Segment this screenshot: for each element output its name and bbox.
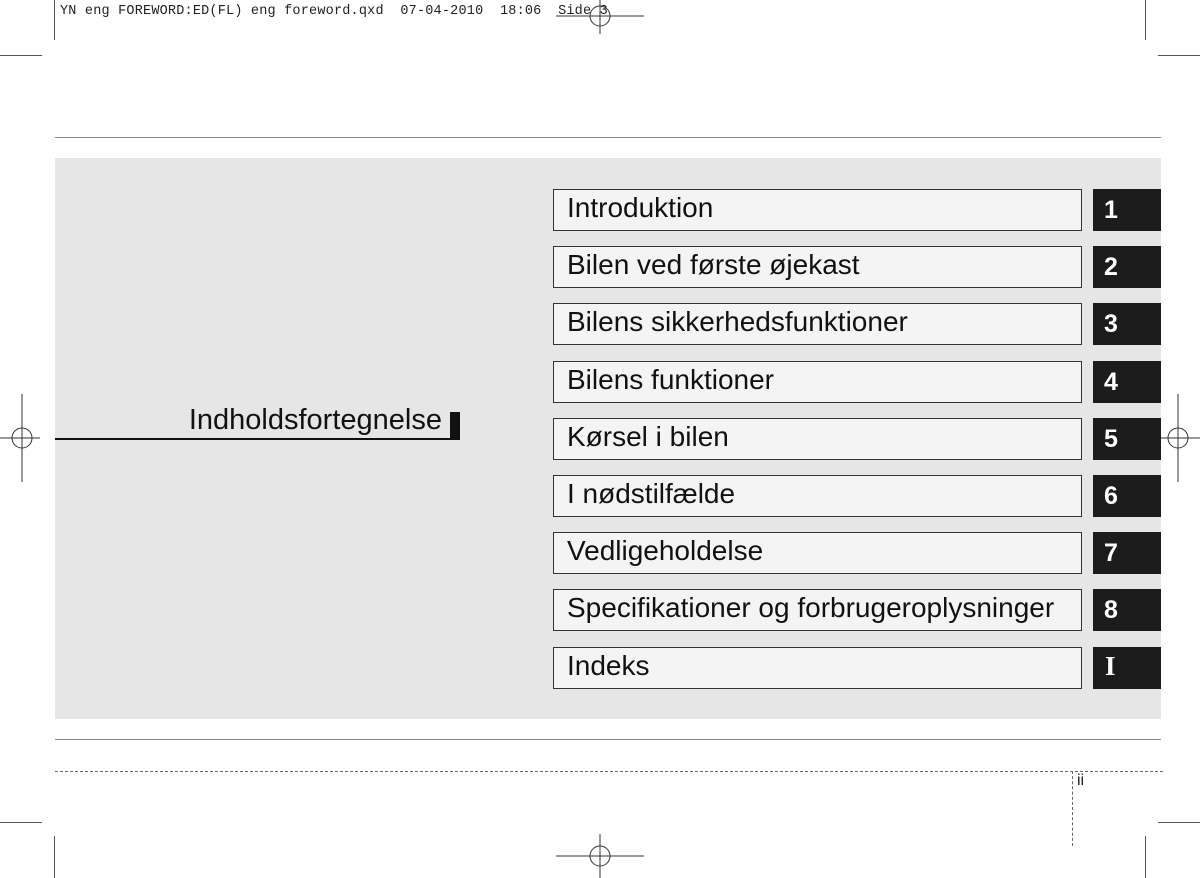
chapter-tab[interactable]: [1093, 589, 1161, 631]
toc-item-i-nodstilfaelde[interactable]: [553, 475, 1161, 517]
chapter-tab[interactable]: [1093, 189, 1161, 231]
page-number: ii: [1077, 772, 1085, 789]
toc-item-label: Specifikationer og forbrugeroplysninger: [567, 592, 1055, 624]
toc-item-box: [553, 589, 1082, 631]
toc-item-label: Vedligeholdelse: [567, 535, 764, 567]
toc-item-label: Kørsel i bilen: [567, 420, 729, 452]
chapter-number: I: [1105, 650, 1116, 681]
toc-item-box: [553, 303, 1082, 345]
trim-line: [1072, 771, 1073, 846]
toc-item-label: Bilens sikkerhedsfunktioner: [567, 306, 908, 338]
chapter-number: 6: [1104, 481, 1118, 510]
toc-item-label: I nødstilfælde: [567, 477, 736, 509]
bottom-rule: [55, 739, 1161, 740]
toc-item-korsel-i-bilen[interactable]: [553, 418, 1161, 460]
chapter-tab[interactable]: [1093, 361, 1161, 403]
crop-mark: [1145, 836, 1146, 878]
toc-item-box: [553, 361, 1082, 403]
toc-list: [553, 189, 1161, 704]
crop-mark: [54, 836, 55, 878]
chapter-number: 3: [1104, 310, 1118, 339]
chapter-tab[interactable]: [1093, 532, 1161, 574]
chapter-number: 4: [1104, 367, 1118, 396]
registration-mark-icon: [0, 394, 40, 482]
crop-mark: [1158, 822, 1200, 823]
toc-item-label: Indeks: [567, 649, 650, 681]
toc-item-indeks[interactable]: [553, 647, 1161, 689]
toc-heading: [55, 400, 460, 440]
chapter-tab[interactable]: [1093, 647, 1161, 689]
chapter-number: 2: [1104, 253, 1118, 282]
toc-item-box: [553, 532, 1082, 574]
toc-item-vedligeholdelse[interactable]: [553, 532, 1161, 574]
trim-line: [55, 771, 1163, 772]
toc-item-bilens-funktioner[interactable]: [553, 361, 1161, 403]
file-slug: YN eng FOREWORD:ED(FL) eng foreword.qxd 07-04-2010 18:06 Side 3: [60, 4, 608, 19]
crop-mark: [1145, 0, 1146, 40]
top-rule: [55, 137, 1161, 138]
toc-item-label: Bilens funktioner: [567, 363, 775, 395]
crop-mark: [54, 0, 55, 40]
toc-item-box: [553, 418, 1082, 460]
registration-mark-icon: [556, 834, 644, 878]
toc-heading-marker: [450, 412, 460, 440]
crop-mark: [0, 822, 42, 823]
chapter-number: 8: [1104, 596, 1118, 625]
toc-item-bilens-sikkerhedsfunktioner[interactable]: [553, 303, 1161, 345]
chapter-tab[interactable]: [1093, 303, 1161, 345]
registration-mark-icon: [556, 0, 644, 36]
chapter-tab[interactable]: [1093, 246, 1161, 288]
chapter-tab[interactable]: [1093, 475, 1161, 517]
crop-mark: [0, 55, 42, 56]
toc-item-bilen-ved-forste-ojekast[interactable]: [553, 246, 1161, 288]
toc-heading-underline: [55, 438, 460, 440]
toc-item-label: Bilen ved første øjekast: [567, 249, 860, 281]
registration-mark-icon: [1160, 394, 1200, 482]
toc-item-box: [553, 246, 1082, 288]
toc-item-box: [553, 647, 1082, 689]
chapter-number: 1: [1104, 196, 1118, 224]
toc-heading-text: Indholdsfortegnelse: [188, 404, 442, 436]
chapter-tab[interactable]: [1093, 418, 1161, 460]
toc-item-label: Introduktion: [567, 192, 714, 223]
toc-item-specifikationer[interactable]: [553, 589, 1161, 631]
crop-mark: [1158, 55, 1200, 56]
chapter-number: 5: [1104, 424, 1118, 453]
toc-item-box: [553, 189, 1082, 231]
toc-item-box: [553, 475, 1082, 517]
chapter-number: 7: [1104, 539, 1118, 568]
toc-item-introduktion[interactable]: [553, 189, 1161, 231]
